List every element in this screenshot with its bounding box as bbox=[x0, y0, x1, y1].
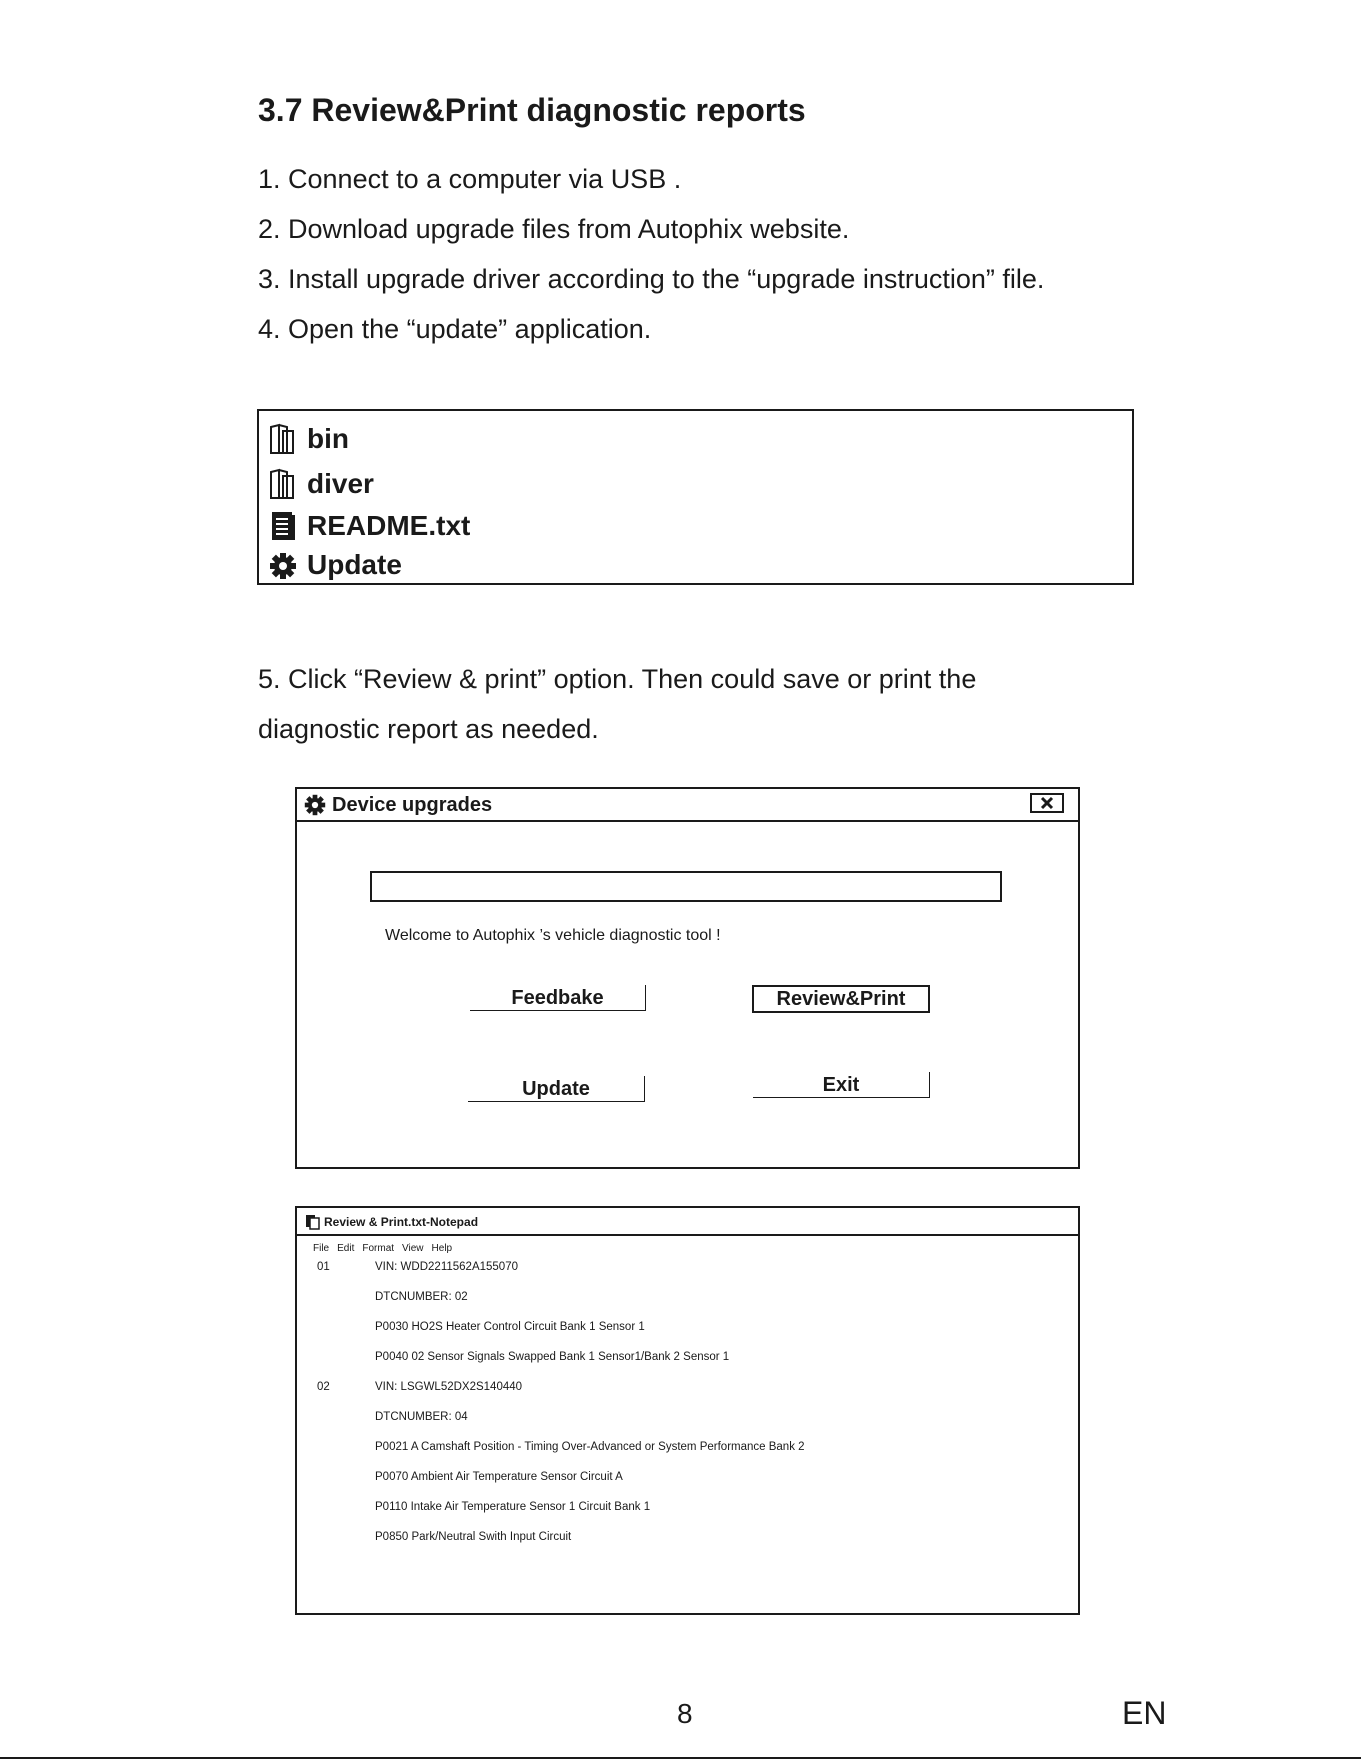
gear-icon bbox=[304, 794, 326, 816]
page-number: 8 bbox=[677, 1698, 693, 1729]
report-text: P0040 02 Sensor Signals Swapped Bank 1 Sensor1/Bank 2 Sensor 1 bbox=[375, 1351, 730, 1363]
file-item-label: bin bbox=[307, 423, 349, 454]
step-3: 3. Install upgrade driver according to the “upgrade instruction” file. bbox=[258, 264, 1045, 294]
file-item-diver[interactable] bbox=[269, 464, 374, 504]
menu-edit[interactable]: Edit bbox=[337, 1243, 355, 1254]
report-index: 01 bbox=[317, 1261, 330, 1273]
menu-bar bbox=[313, 1243, 452, 1254]
report-text: VIN: LSGWL52DX2S140440 bbox=[375, 1381, 523, 1393]
report-text: DTCNUMBER: 04 bbox=[375, 1411, 468, 1423]
step-1: 1. Connect to a computer via USB . bbox=[258, 164, 682, 194]
gear-icon bbox=[269, 549, 297, 581]
menu-view[interactable]: View bbox=[402, 1243, 424, 1254]
step-5-line-2: diagnostic report as needed. bbox=[258, 714, 599, 744]
welcome-message: Welcome to Autophix ’s vehicle diagnostic tool ! bbox=[385, 927, 721, 944]
report-text: P0850 Park/Neutral Swith Input Circuit bbox=[375, 1531, 572, 1543]
window-titlebar bbox=[297, 1208, 1078, 1236]
step-4: 4. Open the “update” application. bbox=[258, 314, 652, 344]
close-button[interactable] bbox=[1030, 793, 1064, 813]
notepad-window bbox=[295, 1206, 1080, 1615]
exit-button[interactable]: Exit bbox=[753, 1072, 930, 1098]
language-label: EN bbox=[1122, 1695, 1167, 1731]
file-item-label: README.txt bbox=[307, 510, 471, 541]
folder-icon bbox=[269, 468, 297, 500]
review-print-button[interactable]: Review&Print bbox=[752, 985, 930, 1013]
file-item-label: diver bbox=[307, 468, 374, 499]
feedback-button[interactable]: Feedbake bbox=[470, 985, 646, 1011]
folder-icon bbox=[269, 423, 297, 455]
window-title: Device upgrades bbox=[332, 794, 493, 816]
window-title: Review & Print.txt-Notepad bbox=[324, 1215, 479, 1229]
bottom-rule bbox=[0, 1757, 1361, 1759]
report-text: VIN: WDD2211562A155070 bbox=[375, 1261, 518, 1273]
file-item-label: Update bbox=[307, 549, 402, 580]
section-heading: 3.7 Review&Print diagnostic reports bbox=[258, 92, 806, 128]
report-text: P0070 Ambient Air Temperature Sensor Circuit A bbox=[375, 1471, 623, 1483]
file-listing bbox=[257, 409, 1134, 585]
menu-file[interactable]: File bbox=[313, 1243, 330, 1254]
report-text: P0110 Intake Air Temperature Sensor 1 Circuit Bank 1 bbox=[375, 1501, 651, 1513]
report-index: 02 bbox=[317, 1381, 330, 1393]
step-2: 2. Download upgrade files from Autophix website. bbox=[258, 214, 850, 244]
report-text: DTCNUMBER: 02 bbox=[375, 1291, 468, 1303]
device-upgrades-window bbox=[295, 787, 1080, 1169]
close-icon bbox=[1032, 795, 1062, 811]
report-text: P0030 HO2S Heater Control Circuit Bank 1 Sensor 1 bbox=[375, 1321, 645, 1333]
file-item-readme[interactable] bbox=[269, 506, 470, 546]
step-5-line-1: 5. Click “Review & print” option. Then could save or print the bbox=[258, 664, 977, 694]
menu-format[interactable]: Format bbox=[362, 1243, 395, 1254]
menu-help[interactable]: Help bbox=[431, 1243, 453, 1254]
window-titlebar bbox=[297, 789, 1078, 822]
file-item-bin[interactable] bbox=[269, 419, 349, 459]
file-item-update[interactable] bbox=[269, 545, 402, 585]
progress-bar bbox=[370, 871, 1002, 902]
text-file-icon bbox=[269, 510, 297, 542]
update-button[interactable]: Update bbox=[468, 1076, 645, 1102]
report-text: P0021 A Camshaft Position - Timing Over-Advanced or System Performance Bank 2 bbox=[375, 1441, 805, 1453]
notepad-icon bbox=[305, 1214, 321, 1230]
